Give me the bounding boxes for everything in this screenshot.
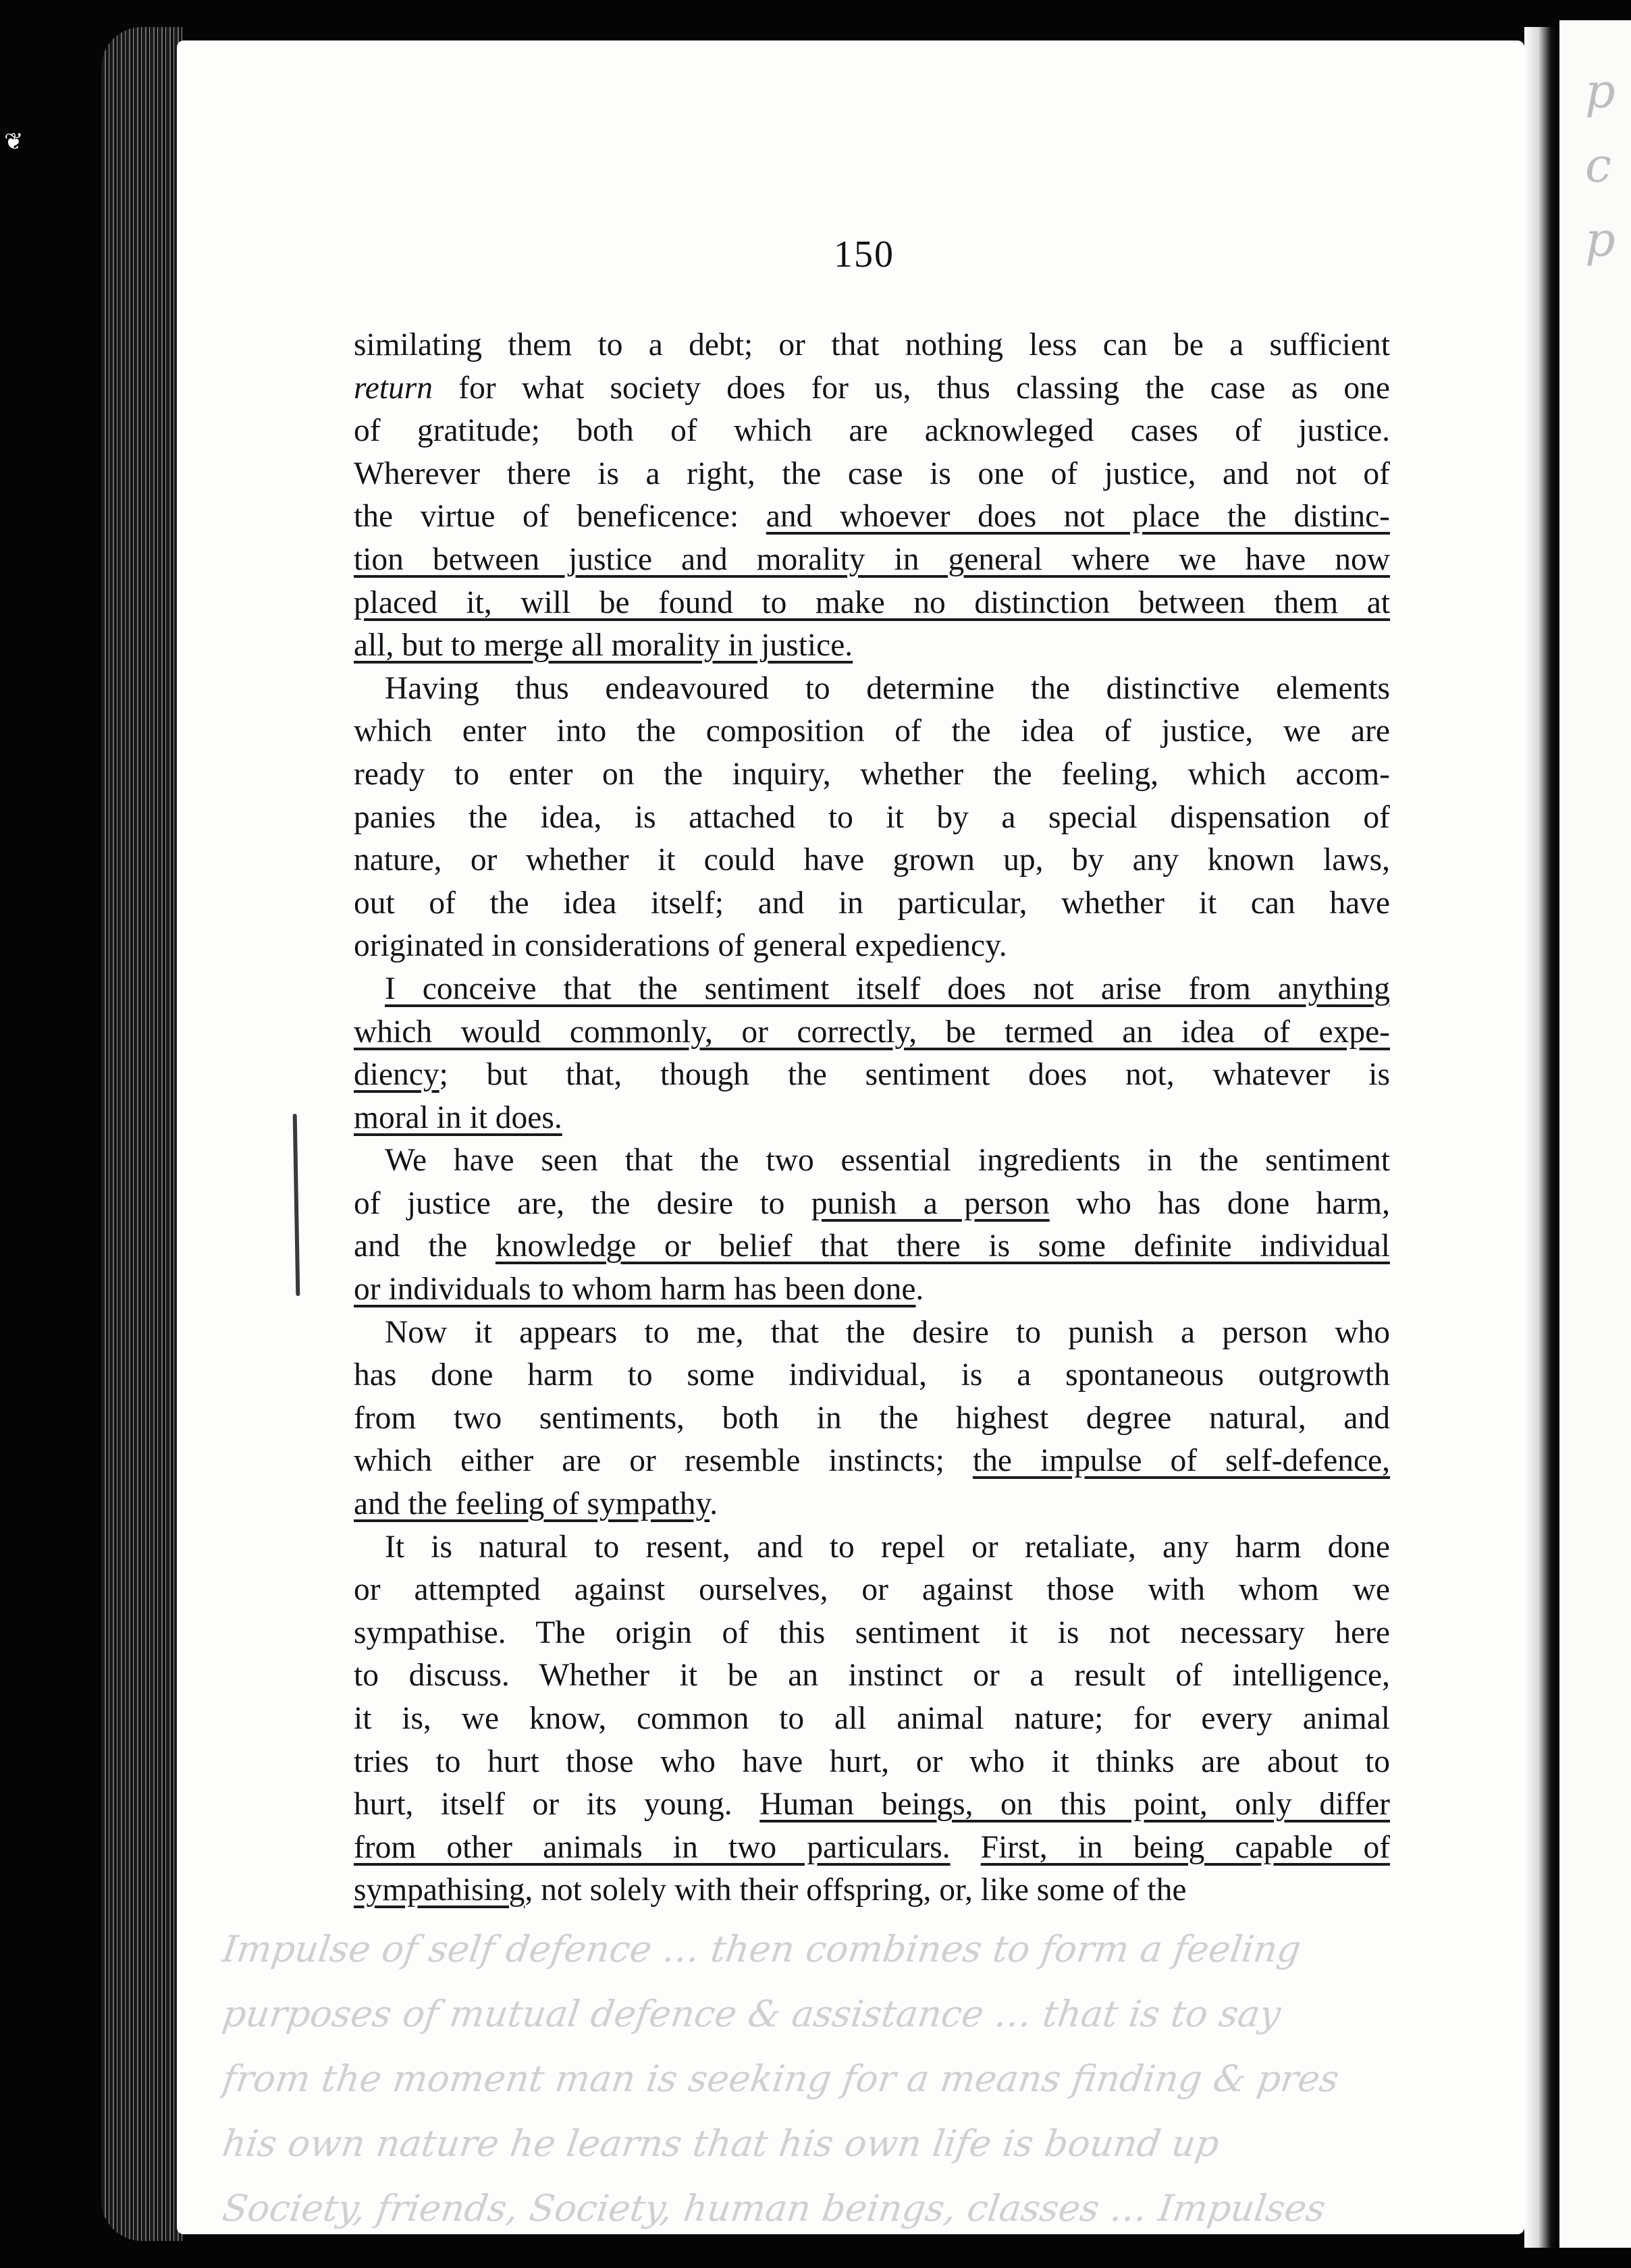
- paragraph: [354, 324, 1390, 668]
- text-line: [354, 1483, 1390, 1526]
- handwritten-note-line: from the moment man is seeking for a means finding & pres: [219, 2057, 1342, 2100]
- text-run: ; but that, though the sentiment does not, whatever is: [439, 1057, 1390, 1093]
- text-run: panies the idea, is attached to it by a special dispensation of: [354, 799, 1390, 835]
- paragraph: [354, 668, 1390, 968]
- underlined-passage: the impulse of self-defence,: [972, 1443, 1390, 1479]
- text-line: [354, 1397, 1390, 1440]
- text-run: for what society does for us, thus classing the case as one: [433, 370, 1390, 406]
- text-run: We have seen that the two essential ingredients in the sentiment: [385, 1143, 1390, 1179]
- text-run: who has done harm,: [1049, 1185, 1390, 1221]
- underlined-passage: sympathising: [354, 1872, 525, 1908]
- book-page-edges: [101, 27, 182, 2241]
- handwritten-note-line: Impulse of self defence … then combines to form a feeling: [219, 1928, 1304, 1970]
- text-run: nature, or whether it could have grown up, by any known laws,: [354, 842, 1390, 878]
- text-line: [354, 495, 1390, 539]
- paragraph: [354, 1312, 1390, 1526]
- text-line: [354, 1183, 1390, 1226]
- text-line: [354, 1869, 1390, 1912]
- book-gutter: [1524, 27, 1559, 2248]
- text-line: [354, 1312, 1390, 1355]
- text-run: Now it appears to me, that the desire to punish a person who: [385, 1314, 1390, 1350]
- text-line: [354, 753, 1390, 796]
- text-line: [354, 539, 1390, 582]
- text-line: [354, 324, 1390, 367]
- facing-page-sliver: [1559, 20, 1631, 2248]
- text-line: [354, 968, 1390, 1011]
- text-line: [354, 624, 1390, 668]
- text-line: [354, 1827, 1390, 1870]
- text-run: hurt, itself or its young.: [354, 1787, 760, 1823]
- text-line: [354, 1268, 1390, 1312]
- underlined-passage: all, but to merge all morality in justice.: [354, 628, 853, 664]
- text-run: which enter into the composition of the idea of justice, we are: [354, 713, 1390, 749]
- text-line: [354, 1569, 1390, 1612]
- underlined-passage: and whoever does not place the distinc-: [766, 499, 1390, 535]
- facing-page-handwriting: [1585, 54, 1626, 277]
- page-number: 150: [834, 234, 894, 275]
- underlined-passage: I conceive that the sentiment itself does not arise from anything: [385, 971, 1390, 1006]
- text-run: Wherever there is a right, the case is one of justice, and not of: [354, 456, 1390, 491]
- text-run: originated in considerations of general expediency.: [354, 928, 1007, 964]
- body-text: [354, 324, 1390, 1912]
- text-line: [354, 925, 1390, 968]
- facing-page-letter: c: [1585, 138, 1612, 193]
- text-line: [354, 367, 1390, 410]
- text-run: .: [710, 1486, 718, 1522]
- text-run: [951, 1830, 981, 1865]
- text-run: similating them to a debt; or that nothing less can be a sufficient: [354, 327, 1390, 362]
- text-line: [354, 668, 1390, 711]
- paragraph: [354, 1139, 1390, 1311]
- handwritten-note-line: his own nature he learns that his own life is bound up: [219, 2122, 1222, 2165]
- underlined-passage: from other animals in two particulars.: [354, 1829, 951, 1865]
- underlined-passage: First, in being capable of: [980, 1829, 1391, 1865]
- text-line: [354, 1225, 1390, 1268]
- text-run: of justice are, the desire to: [354, 1185, 811, 1221]
- text-run: which either are or resemble instincts;: [354, 1443, 973, 1479]
- underlined-passage: tion between justice and morality in general where we have now: [354, 541, 1390, 577]
- text-line: [354, 882, 1390, 925]
- text-run: or attempted against ourselves, or against those with whom we: [354, 1572, 1390, 1608]
- paragraph: [354, 968, 1390, 1139]
- text-line: [354, 1097, 1390, 1140]
- text-line: [354, 710, 1390, 753]
- text-run: tries to hurt those who have hurt, or who it thinks are about to: [354, 1744, 1390, 1779]
- underlined-passage: diency: [354, 1057, 439, 1093]
- text-line: [354, 1741, 1390, 1784]
- underlined-passage: or individuals to whom harm has been done: [354, 1272, 916, 1307]
- underlined-passage: Human beings, on this point, only differ: [759, 1787, 1390, 1823]
- underlined-passage: and the feeling of sympathy: [354, 1486, 710, 1522]
- text-run: sympathise. The origin of this sentiment it is not necessary here: [354, 1615, 1390, 1650]
- text-line: [354, 1783, 1390, 1827]
- text-run: ready to enter on the inquiry, whether the feeling, which accom-: [354, 756, 1390, 792]
- text-line: [354, 1139, 1390, 1183]
- scan-margin-mark: ❦: [4, 130, 24, 155]
- text-line: [354, 582, 1390, 625]
- text-run: It is natural to resent, and to repel or retaliate, any harm done: [385, 1529, 1390, 1565]
- underlined-passage: punish a person: [811, 1185, 1050, 1221]
- text-line: [354, 1354, 1390, 1397]
- text-run: the virtue of beneficence:: [354, 499, 766, 535]
- underlined-passage: which would commonly, or correctly, be termed an idea of expe-: [354, 1014, 1390, 1050]
- underlined-passage: knowledge or belief that there is some definite individual: [495, 1228, 1390, 1264]
- text-run: it is, we know, common to all animal nature; for every animal: [354, 1701, 1390, 1736]
- text-run: from two sentiments, both in the highest degree natural, and: [354, 1400, 1390, 1436]
- text-line: [354, 839, 1390, 882]
- text-run: to discuss. Whether it be an instinct or a result of intelligence,: [354, 1658, 1390, 1694]
- paragraph: [354, 1526, 1390, 1912]
- text-run: and the: [354, 1228, 496, 1264]
- text-line: [354, 453, 1390, 496]
- text-line: [354, 410, 1390, 453]
- italic-word: return: [354, 370, 433, 406]
- text-run: , not solely with their offspring, or, like some of the: [525, 1872, 1187, 1908]
- text-run: of gratitude; both of which are acknowleged cases of justice.: [354, 413, 1390, 449]
- text-run: has done harm to some individual, is a spontaneous outgrowth: [354, 1357, 1390, 1393]
- underlined-passage: placed it, will be found to make no distinction between them at: [354, 585, 1390, 620]
- text-run: Having thus endeavoured to determine the distinctive elements: [385, 670, 1390, 706]
- facing-page-letter: p: [1585, 212, 1615, 267]
- text-line: [354, 1011, 1390, 1054]
- text-line: [354, 796, 1390, 840]
- text-line: [354, 1054, 1390, 1097]
- handwritten-note-line: purposes of mutual defence & assistance … that is to say: [219, 1993, 1284, 2035]
- text-line: [354, 1698, 1390, 1741]
- text-run: out of the idea itself; and in particular, whether it can have: [354, 885, 1390, 921]
- underlined-passage: moral in it does.: [354, 1100, 562, 1135]
- text-run: .: [915, 1272, 924, 1307]
- facing-page-letter: p: [1585, 63, 1615, 119]
- text-line: [354, 1526, 1390, 1569]
- text-line: [354, 1654, 1390, 1698]
- handwritten-note-line: Society, friends, Society, human beings, classes … Impulses: [219, 2187, 1329, 2230]
- pencil-handwritten-notes: [219, 1917, 1505, 2241]
- text-line: [354, 1612, 1390, 1655]
- text-line: [354, 1440, 1390, 1483]
